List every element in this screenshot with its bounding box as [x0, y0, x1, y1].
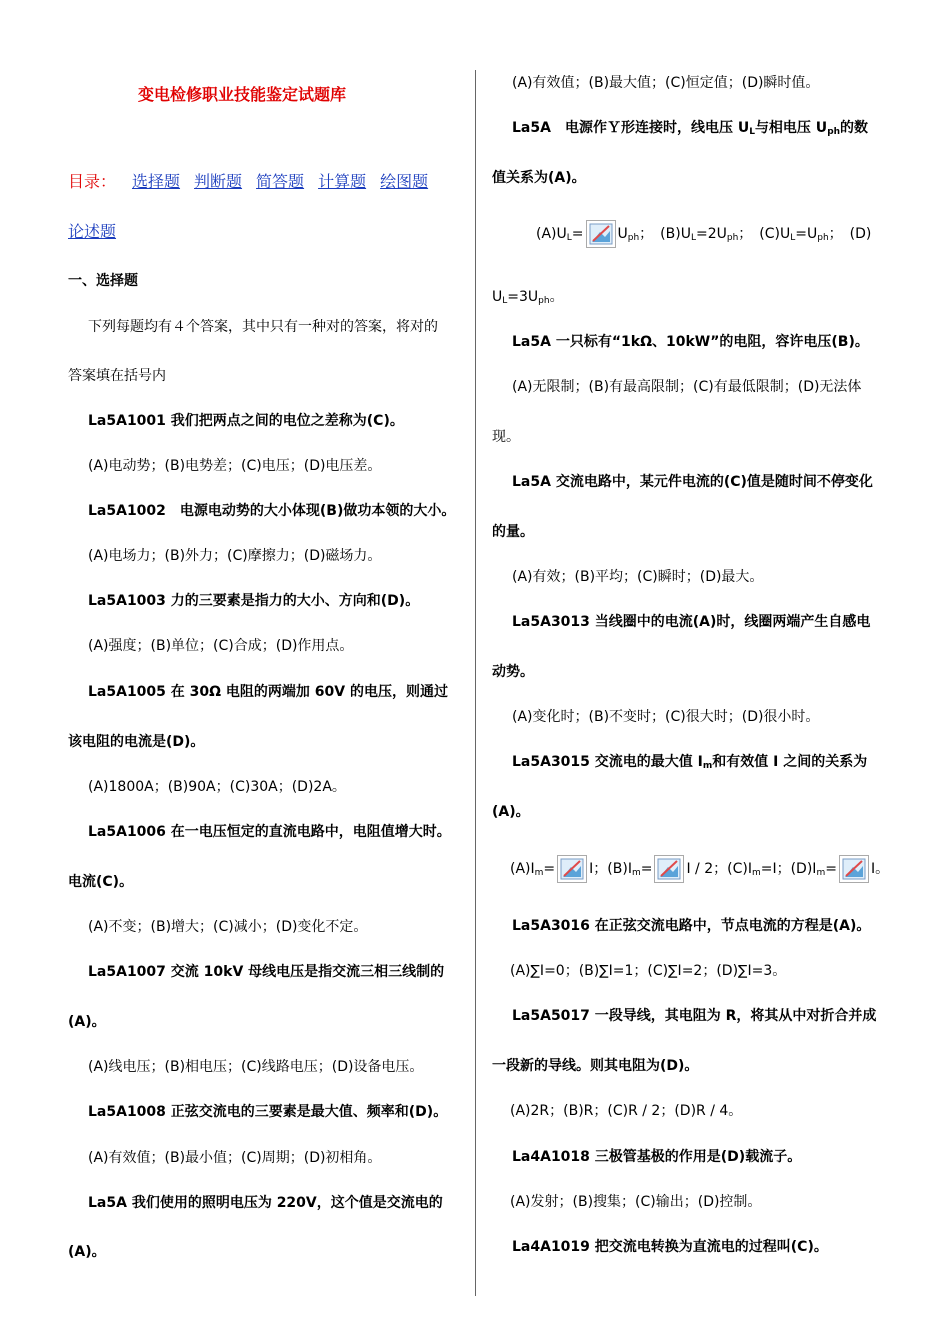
answer-9-line-1: $(A)U_L=$ $U_{ph}$； $(B)U_L=2U_{ph}$； $(C)U_L=U_{ph}$； (D) — [536, 220, 871, 248]
question-11-line-1: La5A 交流电路中，某元件电流的(C)值是随时间不停变化 — [512, 474, 873, 490]
question-9-line-2: 值关系为(A)。 — [492, 170, 586, 186]
toc-wrap-line — [68, 222, 116, 242]
answer-5: (A)不变；(B)增大；(C)减小；(D)变化不定。 — [88, 919, 368, 935]
toc-link-judgment[interactable]: 判断题 — [194, 172, 243, 191]
question-10: La5A 一只标有“1kΩ、10kW”的电阻，容许电压(B)。 — [512, 334, 869, 350]
page-title: 变电检修职业技能鉴定试题库 — [138, 85, 347, 104]
answer-15: (A)2R；(B)R；(C)R / 2；(D)R / 4。 — [510, 1103, 743, 1119]
answer-6: (A)线电压；(B)相电压；(C)线路电压；(D)设备电压。 — [88, 1059, 424, 1075]
answer-16: (A)发射；(B)搜集；(C)输出；(D)控制。 — [510, 1194, 762, 1210]
question-16: La4A1018 三极管基极的作用是(D)载流子。 — [512, 1149, 802, 1165]
question-8-line-1: La5A 我们使用的照明电压为 220V，这个值是交流电的 — [88, 1195, 443, 1211]
answer-13: $(A)I_m=$ I；$(B)I_m=$ I / 2；$(C)I_m=I$；$(D)I_m=$ I。 — [510, 855, 889, 883]
question-2: La5A1002 电源电动势的大小体现(B)做功本领的大小。 — [88, 503, 456, 519]
question-4-line-1: La5A1005 在 30Ω 电阻的两端加 60V 的电压，则通过 — [88, 684, 448, 700]
table-of-contents — [68, 172, 428, 192]
question-5-line-2: 电流(C)。 — [68, 874, 134, 890]
answer-4: (A)1800A；(B)90A；(C)30A；(D)2A。 — [88, 779, 346, 795]
answer-14: (A)∑I=0；(B)∑I=1；(C)∑I=2；(D)∑I=3。 — [510, 963, 787, 979]
question-1: La5A1001 我们把两点之间的电位之差称为(C)。 — [88, 413, 404, 429]
formula-image-icon — [557, 855, 587, 883]
question-5-line-1: La5A1006 在一电压恒定的直流电路中，电阻值增大时。 — [88, 824, 451, 840]
answer-2: (A)电场力；(B)外力；(C)摩擦力；(D)磁场力。 — [88, 548, 382, 564]
formula-image-icon — [839, 855, 869, 883]
question-11-line-2: 的量。 — [492, 524, 534, 540]
column-divider — [475, 70, 476, 1296]
answer-12: (A)变化时；(B)不变时；(C)很大时；(D)很小时。 — [512, 709, 820, 725]
answer-9-line-2: $U_L=3U_{ph}$。 — [492, 289, 564, 306]
question-14: La5A3016 在正弦交流电路中，节点电流的方程是(A)。 — [512, 918, 871, 934]
formula-image-icon — [654, 855, 684, 883]
answer-8: (A)有效值；(B)最大值；(C)恒定值；(D)瞬时值。 — [512, 75, 820, 91]
answer-1: (A)电动势；(B)电势差；(C)电压；(D)电压差。 — [88, 458, 382, 474]
toc-link-short-answer[interactable]: 简答题 — [256, 172, 305, 191]
answer-10-line-1: (A)无限制；(B)有最高限制；(C)有最低限制；(D)无法体 — [512, 379, 862, 395]
answer-7: (A)有效值；(B)最小值；(C)周期；(D)初相角。 — [88, 1150, 382, 1166]
question-15-line-2: 一段新的导线。则其电阻为(D)。 — [492, 1058, 699, 1074]
question-9-line-1: La5A 电源作Ｙ形连接时，线电压 $U_L$与相电压 $U_{ph}$的数 — [512, 120, 869, 137]
formula-image-icon — [586, 220, 616, 248]
section-heading: 一、选择题 — [68, 273, 138, 289]
question-3: La5A1003 力的三要素是指力的大小、方向和(D)。 — [88, 593, 420, 609]
question-12-line-1: La5A3013 当线圈中的电流(A)时，线圈两端产生自感电 — [512, 614, 871, 630]
toc-link-calculation[interactable]: 计算题 — [318, 172, 367, 191]
answer-10-line-2: 现。 — [492, 429, 520, 445]
answer-11: (A)有效；(B)平均；(C)瞬时；(D)最大。 — [512, 569, 764, 585]
question-15-line-1: La5A5017 一段导线，其电阻为 R，将其从中对折合并成 — [512, 1008, 877, 1024]
toc-label: 目录： — [68, 172, 117, 191]
question-13-line-1: La5A3015 交流电的最大值 $I_m$和有效值 I 之间的关系为 — [512, 754, 868, 771]
question-12-line-2: 动势。 — [492, 664, 534, 680]
question-4-line-2: 该电阻的电流是(D)。 — [68, 734, 205, 750]
question-13-line-2: (A)。 — [492, 804, 530, 820]
answer-3: (A)强度；(B)单位；(C)合成；(D)作用点。 — [88, 638, 354, 654]
toc-link-choice[interactable]: 选择题 — [132, 172, 181, 191]
question-8-line-2: (A)。 — [68, 1244, 106, 1260]
question-6-line-2: (A)。 — [68, 1014, 106, 1030]
question-6-line-1: La5A1007 交流 10kV 母线电压是指交流三相三线制的 — [88, 964, 445, 980]
intro-line-2: 答案填在括号内 — [68, 368, 166, 384]
question-7: La5A1008 正弦交流电的三要素是最大值、频率和(D)。 — [88, 1104, 448, 1120]
toc-link-essay[interactable]: 论述题 — [68, 222, 117, 241]
question-17: La4A1019 把交流电转换为直流电的过程叫(C)。 — [512, 1239, 828, 1255]
toc-link-drawing[interactable]: 绘图题 — [380, 172, 429, 191]
intro-line-1: 下列每题均有４个答案，其中只有一种对的答案，将对的 — [88, 319, 438, 335]
